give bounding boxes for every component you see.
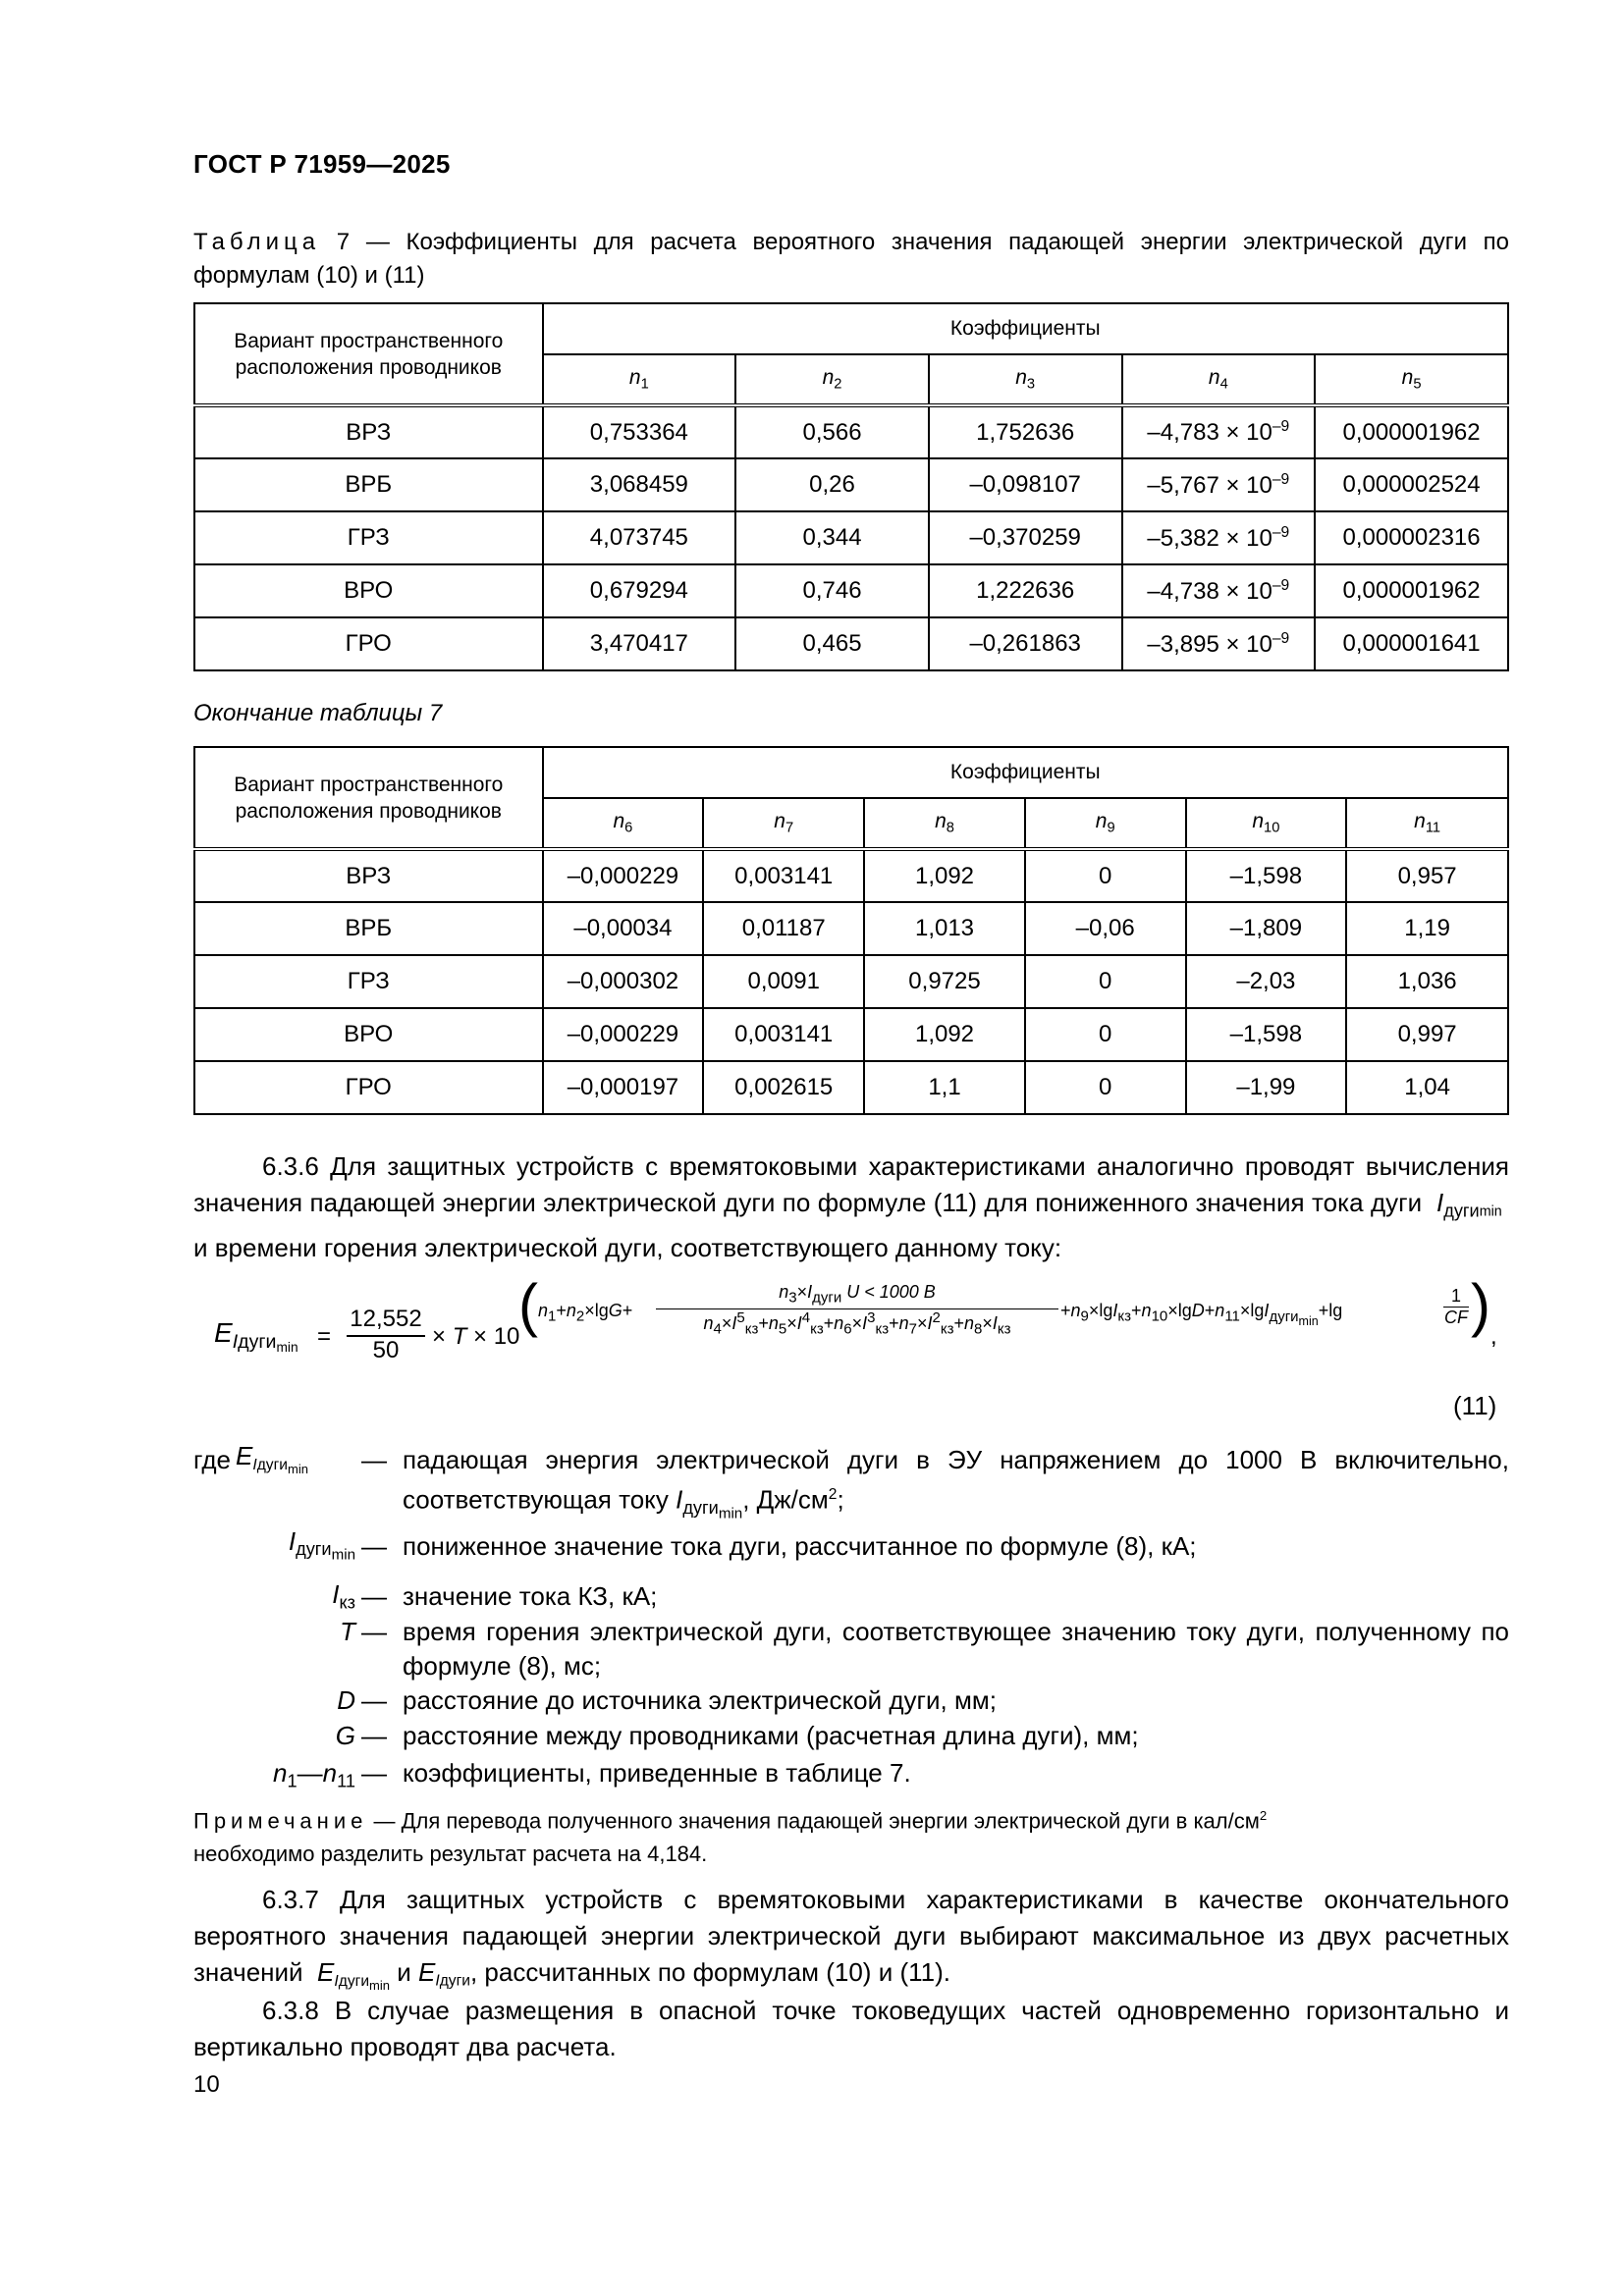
table-cell: $-5,767 \times 10^{-9}$: [1122, 458, 1316, 511]
table-cell: 0,000001641: [1315, 617, 1508, 670]
table-cell: –2,03: [1186, 955, 1347, 1008]
sub-header: $n_1$: [543, 354, 736, 405]
table-row: [194, 1008, 1508, 1061]
table-cell: 0,9725: [864, 955, 1025, 1008]
caption-text: — Коэффициенты для расчета вероятного значения падающей энергии электрической дуги по формулам (10) и (11): [193, 229, 1509, 289]
coefficients-table-2: [193, 746, 1509, 1115]
table-cell: –1,598: [1186, 849, 1347, 902]
table-row: [194, 617, 1508, 670]
table-cell: –0,000229: [543, 849, 704, 902]
formula-condition: U < 1000 В: [846, 1282, 936, 1302]
col-header-group: Коэффициенты: [543, 747, 1508, 798]
table-cell: 0,0091: [703, 955, 864, 1008]
table-cell: 0,753364: [543, 405, 736, 458]
table-cell: 0,26: [735, 458, 929, 511]
table-row: [194, 405, 1508, 458]
sub-header: $n_{11}$: [1346, 798, 1508, 849]
table-cell: –0,00034: [543, 902, 704, 955]
table-cell: –0,261863: [929, 617, 1122, 670]
row-label: ГРЗ: [194, 511, 543, 564]
sub-header: $n_5$: [1315, 354, 1508, 405]
table-cell: 0: [1025, 849, 1186, 902]
sub-header: $n_{10}$: [1186, 798, 1347, 849]
table-cell: 1,752636: [929, 405, 1122, 458]
table-cell: 0,002615: [703, 1061, 864, 1114]
table-cell: 0,000001962: [1315, 564, 1508, 617]
sub-header: $n_3$: [929, 354, 1122, 405]
coefficients-table-1: [193, 302, 1509, 671]
formula-11: $E_{Iдуги_{min}}$ = $\frac{12,552}{50}$ × T × 10 ( $n_1+n_2\times\lg G+$ $n_3\times I_{дуги}$ U < 1000 В $n_4\times I^5_{кз}+n_5\times I^4_{кз}+n_6\times I^3_{кз}+n_7\times I^2_{кз}+n_8\times I_{кз}$ $+n_9\times\lg I_{кз}+n_{10}\times\lg D+n_{11}\times\lg I_{дуги_{min}}+\lg$ 1 CF ) ,: [214, 1272, 1497, 1363]
table-cell: 1,013: [864, 902, 1025, 955]
formula-denominator: 50: [372, 1337, 400, 1363]
table-cell: –1,99: [1186, 1061, 1347, 1114]
table-cell: 1,036: [1346, 955, 1508, 1008]
row-label: ВРБ: [194, 902, 543, 955]
table-cell: 0: [1025, 955, 1186, 1008]
table-row: [194, 564, 1508, 617]
table-cell: –1,809: [1186, 902, 1347, 955]
table-cell: –0,06: [1025, 902, 1186, 955]
table-cell: 0,000002524: [1315, 458, 1508, 511]
table-cell: $-3,895 \times 10^{-9}$: [1122, 617, 1316, 670]
table-cell: 3,068459: [543, 458, 736, 511]
sub-header: $n_9$: [1025, 798, 1186, 849]
note: Примечание — Для перевода полученного значения падающей энергии электрической дуги в кал/$см^2$ необходимо разделить результат расчета на 4,184.: [193, 1808, 1268, 1867]
table-cell: 0,566: [735, 405, 929, 458]
table-cell: 0,997: [1346, 1008, 1508, 1061]
table-caption: [193, 226, 1509, 293]
col-header-group: Коэффициенты: [543, 303, 1509, 354]
col-header-variant: Вариант пространственного расположения проводников: [194, 747, 543, 849]
row-label: ВРЗ: [194, 849, 543, 902]
table-continuation-caption: Окончание таблицы 7: [193, 700, 443, 726]
sub-header: $n_7$: [703, 798, 864, 849]
table-cell: 1,04: [1346, 1061, 1508, 1114]
table-cell: 0,344: [735, 511, 929, 564]
row-label: ГРО: [194, 617, 543, 670]
table-cell: 1,092: [864, 849, 1025, 902]
table-row: [194, 1061, 1508, 1114]
table-cell: 0,957: [1346, 849, 1508, 902]
paragraph-6-3-6: 6.3.6 Для защитных устройств с времятоковыми характеристиками аналогично проводят вычисления значения падающей энергии электрической дуги по формуле (11) для пониженного значения тока дуги $I_{дугиmin}$ и времени горения электрической дуги, соответствующего данному току:: [193, 1151, 1509, 1263]
table-cell: 1,19: [1346, 902, 1508, 955]
table-cell: 0: [1025, 1061, 1186, 1114]
table-cell: 0,01187: [703, 902, 864, 955]
table-cell: 0: [1025, 1008, 1186, 1061]
table-row: [194, 902, 1508, 955]
table-row: [194, 955, 1508, 1008]
sub-header: $n_2$: [735, 354, 929, 405]
table-row: [194, 511, 1508, 564]
table-cell: $-5,382 \times 10^{-9}$: [1122, 511, 1316, 564]
table-cell: 1,1: [864, 1061, 1025, 1114]
table-cell: –0,000229: [543, 1008, 704, 1061]
i-arc-min-symbol: I: [1429, 1188, 1444, 1217]
formula-numerator: 12,552: [347, 1306, 425, 1337]
row-label: ВРО: [194, 1008, 543, 1061]
table-cell: 0,746: [735, 564, 929, 617]
table-cell: 0,003141: [703, 1008, 864, 1061]
sub-header: $n_6$: [543, 798, 704, 849]
row-label: ГРЗ: [194, 955, 543, 1008]
sub-header: $n_4$: [1122, 354, 1316, 405]
caption-label: Таблица: [193, 229, 321, 255]
table-cell: –1,598: [1186, 1008, 1347, 1061]
table-cell: 4,073745: [543, 511, 736, 564]
row-label: ГРО: [194, 1061, 543, 1114]
table-cell: –0,098107: [929, 458, 1122, 511]
table-cell: $-4,738 \times 10^{-9}$: [1122, 564, 1316, 617]
row-label: ВРЗ: [194, 405, 543, 458]
table-cell: 0,003141: [703, 849, 864, 902]
col-header-variant: Вариант пространственного расположения проводников: [194, 303, 543, 405]
row-label: ВРБ: [194, 458, 543, 511]
caption-number: 7: [336, 229, 351, 255]
table-row: [194, 849, 1508, 902]
table-row: [194, 458, 1508, 511]
table-cell: 0,000002316: [1315, 511, 1508, 564]
table-cell: 1,222636: [929, 564, 1122, 617]
table-cell: 0,465: [735, 617, 929, 670]
table-cell: 0,000001962: [1315, 405, 1508, 458]
table-cell: –0,370259: [929, 511, 1122, 564]
table-cell: –0,000302: [543, 955, 704, 1008]
table-cell: $-4,783 \times 10^{-9}$: [1122, 405, 1316, 458]
page-number: 10: [193, 2071, 220, 2098]
table-cell: 3,470417: [543, 617, 736, 670]
sub-header: $n_8$: [864, 798, 1025, 849]
formula-number: (11): [1453, 1391, 1497, 1420]
table-cell: –0,000197: [543, 1061, 704, 1114]
table-cell: 1,092: [864, 1008, 1025, 1061]
table-cell: 0,679294: [543, 564, 736, 617]
row-label: ВРО: [194, 564, 543, 617]
legend-where: где: [193, 1445, 231, 1474]
document-header: ГОСТ Р 71959—2025: [193, 149, 451, 179]
paragraph-6-3-8: 6.3.8 В случае размещения в опасной точке токоведущих частей одновременно горизонтально и вертикально проводят два расчета.: [193, 1996, 1509, 2061]
paragraph-6-3-7: 6.3.7 Для защитных устройств с времятоковыми характеристиками в качестве окончательного вероятного значения падающей энергии электрической дуги выбирают максимальное из двух расчетных значений $E_{Iдуги_{min}}$ и $E_{Iдуги}$, рассчитанных по формулам (10) и (11).: [193, 1885, 1509, 1993]
